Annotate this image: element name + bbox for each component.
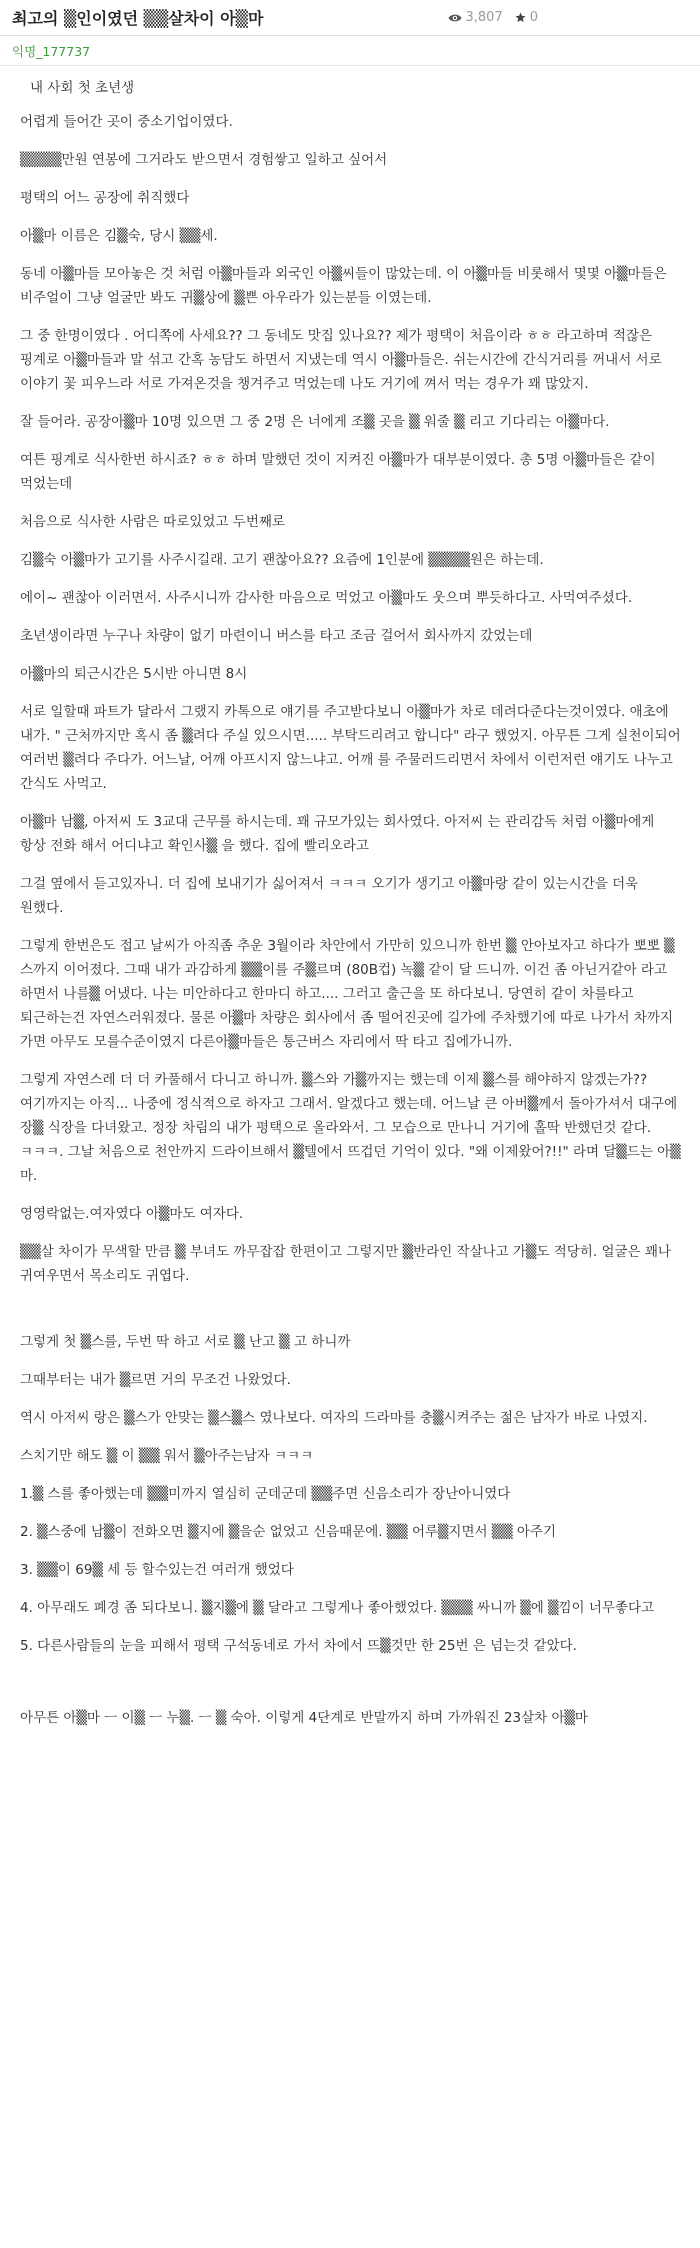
post-paragraph: 에이~ 괜찮아 이러면서. 사주시니까 감사한 마음으로 먹었고 아▒마도 웃으며 뿌듯하다고. 사먹여주셨다. (20, 590, 633, 606)
post-paragraph: 그렇게 한번은도 접고 날씨가 아직좀 추운 3월이라 차안에서 가만히 있으니까 한번 ▒ 안아보자고 하다가 뽀뽀 ▒ 스까지 이어졌다. 그때 내가 과감하게 ▒▒이를 주▒르며 (80B컵) 녹▒ 같이 달 드니까. 이건 좀 아닌거같아 라고 하면서 나를▒ 어냈다. 나는 미안하다고 한마디 하고.... 그러고 출근을 또 하다보니. 당연히 같이 차를타고 퇴근하는건 자연스러워졌다. 물론 아▒마 차량은 회사에서 좀 떨어진곳에 길가에 주차했기에 따로 나가서 차까지 가면 아무도 모를수준이였지 다른아▒마들은 통근버스 자리에서 딱 타고 집에가니까. (20, 938, 675, 1050)
post-paragraph: 그 중 한명이였다 . 어디쪽에 사세요?? 그 동네도 맛집 있나요?? 제가 평택이 처음이라 ㅎㅎ 라고하며 적잖은 핑계로 아▒마들과 말 섞고 간혹 농담도 하면서 지냈는데 역시 아▒마들은. 쉬는시간에 간식거리를 꺼내서 서로 이야기 꽃 피우느라 서로 가져온것을 챙겨주고 먹었는데 나도 거기에 껴서 먹는 경우가 꽤 많았지. (20, 328, 662, 392)
stars-stat (515, 10, 538, 25)
author-row (0, 36, 700, 66)
post-paragraph: 평택의 어느 공장에 취직했다 (20, 190, 190, 206)
post-paragraph: 김▒숙 아▒마가 고기를 사주시길래. 고기 괜찮아요?? 요즘에 1인분에 ▒▒▒▒원은 하는데. (20, 552, 544, 568)
post-header (0, 0, 700, 36)
post-stats (448, 10, 539, 25)
post-paragraph: 처음으로 식사한 사람은 따로있었고 두번째로 (20, 514, 285, 530)
paragraph-spacer (20, 1302, 684, 1330)
post-paragraph: 아▒마 남▒, 아저씨 도 3교대 근무를 하시는데. 꽤 규모가있는 회사였다. 아저씨 는 관리감독 처럼 아▒마에게 항상 전화 해서 어디냐고 확인사▒ 을 했다. 집에 빨리오라고 (20, 814, 655, 854)
post-paragraph: 4. 아무래도 폐경 좀 되다보니. ▒지▒에 ▒ 달라고 그렇게나 좋아했었다. ▒▒▒ 싸니까 ▒에 ▒낌이 너무좋다고 (20, 1600, 655, 1616)
post-paragraph: 역시 아저씨 랑은 ▒스가 안맞는 ▒스▒스 였나보다. 여자의 드라마를 충▒시켜주는 젊은 남자가 바로 나였지. (20, 1410, 648, 1426)
post-paragraph: 그렇게 첫 ▒스를, 두번 딱 하고 서로 ▒ 난고 ▒ 고 하니까 (20, 1334, 351, 1350)
post-paragraph: 스치기만 해도 ▒ 이 ▒▒ 워서 ▒아주는남자 ㅋㅋㅋ (20, 1448, 314, 1464)
post-paragraph: 서로 일할때 파트가 달라서 그랬지 카톡으로 얘기를 주고받다보니 아▒마가 차로 데려다준다는것이였다. 애초에 내가. " 근처까지만 혹시 좀 ▒려다 주실 있으시면..... 부탁드리려고 합니다" 라구 했었지. 아무튼 그게 실천이되어 여러번 ▒려다 주다가. 어느날, 어깨 아프시지 않느냐고. 어깨 를 주물러드리면서 차에서 이런저런 얘기도 나누고 간식도 사먹고. (20, 704, 681, 792)
post-paragraph: 동네 아▒마들 모아놓은 것 처럼 아▒마들과 외국인 아▒씨들이 많았는데. 이 아▒마들 비롯해서 몇몇 아▒마들은 비주얼이 그냥 얼굴만 봐도 귀▒상에 ▒쁜 아우라가 있는분들 이였는데. (20, 266, 667, 306)
post-paragraph: ▒▒살 차이가 무색할 만큼 ▒ 부녀도 까무잡잡 한편이고 그렇지만 ▒반라인 작살나고 가▒도 적당히. 얼굴은 꽤나 귀여우면서 목소리도 귀엽다. (20, 1244, 671, 1284)
post-paragraph: 잘 들어라. 공장아▒마 10명 있으면 그 중 2명 은 너에게 조▒ 곳을 ▒ 워줄 ▒ 리고 기다리는 아▒마다. (20, 414, 610, 430)
post-paragraph: 3. ▒▒이 69▒ 세 등 할수있는건 여러개 했었다 (20, 1562, 294, 1578)
post-paragraph: 그렇게 자연스레 더 더 카풀해서 다니고 하니까. ▒스와 가▒까지는 했는데 이제 ▒스를 해야하지 않겠는가?? 여기까지는 아직... 나중에 정식적으로 하자고 그래서. 알겠다고 했는데. 어느날 큰 아버▒께서 돌아가셔서 대구에 장▒ 식장을 다녀왔고. 정장 차림의 내가 평택으로 올라와서. 그 모습으로 만나니 거기에 홀딱 반했던것 같다. ㅋㅋㅋ. 그날 처음으로 천안까지 드라이브해서 ▒텔에서 뜨겁던 기억이 있다. "왜 이제왔어?!!" 라며 달▒드는 아▒마. (20, 1072, 681, 1184)
post-paragraph: 2. ▒스중에 남▒이 전화오면 ▒지에 ▒을순 없었고 신음때문에. ▒▒ 어루▒지면서 ▒▒ 아주기 (20, 1524, 557, 1540)
view-count: 3,807 (465, 10, 503, 25)
post-body (0, 66, 700, 1730)
post-paragraph: 그걸 옆에서 듣고있자니. 더 집에 보내기가 싫어져서 ㅋㅋㅋ 오기가 생기고 아▒마랑 같이 있는시간을 더욱 원했다. (20, 876, 639, 916)
post-paragraph: 5. 다른사람들의 눈을 피해서 평택 구석동네로 가서 차에서 뜨▒것만 한 25번 은 넘는것 같았다. (20, 1638, 577, 1654)
post-paragraph: 아▒마 이름은 김▒숙, 당시 ▒▒세. (20, 228, 218, 244)
post-paragraph: 그때부터는 내가 ▒르면 거의 무조건 나왔었다. (20, 1372, 291, 1388)
post-paragraph: 아▒마의 퇴근시간은 5시반 아니면 8시 (20, 666, 248, 682)
post-paragraph: 내 사회 첫 초년생 (30, 80, 135, 96)
views-stat (448, 10, 503, 25)
post-paragraph: 아무튼 아▒마 ㅡ 이▒ ㅡ 누▒. ㅡ ▒ 숙아. 이렇게 4단계로 반말까지 하며 가까워진 23살차 아▒마 (20, 1710, 588, 1726)
star-icon (515, 12, 526, 23)
post-paragraph: 1.▒ 스를 좋아했는데 ▒▒미까지 열심히 군데군데 ▒▒주면 신음소리가 장난아니였다 (20, 1486, 511, 1502)
post-title: 최고의 ▒인이였던 ▒▒살차이 아▒마 (12, 9, 264, 28)
author-name[interactable]: 익명_177737 (12, 43, 91, 59)
eye-icon (448, 13, 462, 23)
post-paragraph: ▒▒▒▒만원 연봉에 그거라도 받으면서 경험쌓고 일하고 싶어서 (20, 152, 388, 168)
star-count: 0 (529, 10, 538, 25)
paragraph-spacer (20, 1672, 684, 1706)
post-paragraph: 여튼 핑계로 식사한번 하시죠? ㅎㅎ 하며 말했던 것이 지켜진 아▒마가 대부분이였다. 총 5명 아▒마들은 같이 먹었는데 (20, 452, 656, 492)
post-paragraph: 어렵게 들어간 곳이 중소기업이였다. (20, 114, 233, 130)
post-paragraph: 영영락없는.여자였다 아▒마도 여자다. (20, 1206, 244, 1222)
post-paragraph: 초년생이라면 누구나 차량이 없기 마련이니 버스를 타고 조금 걸어서 회사까지 갔었는데 (20, 628, 533, 644)
